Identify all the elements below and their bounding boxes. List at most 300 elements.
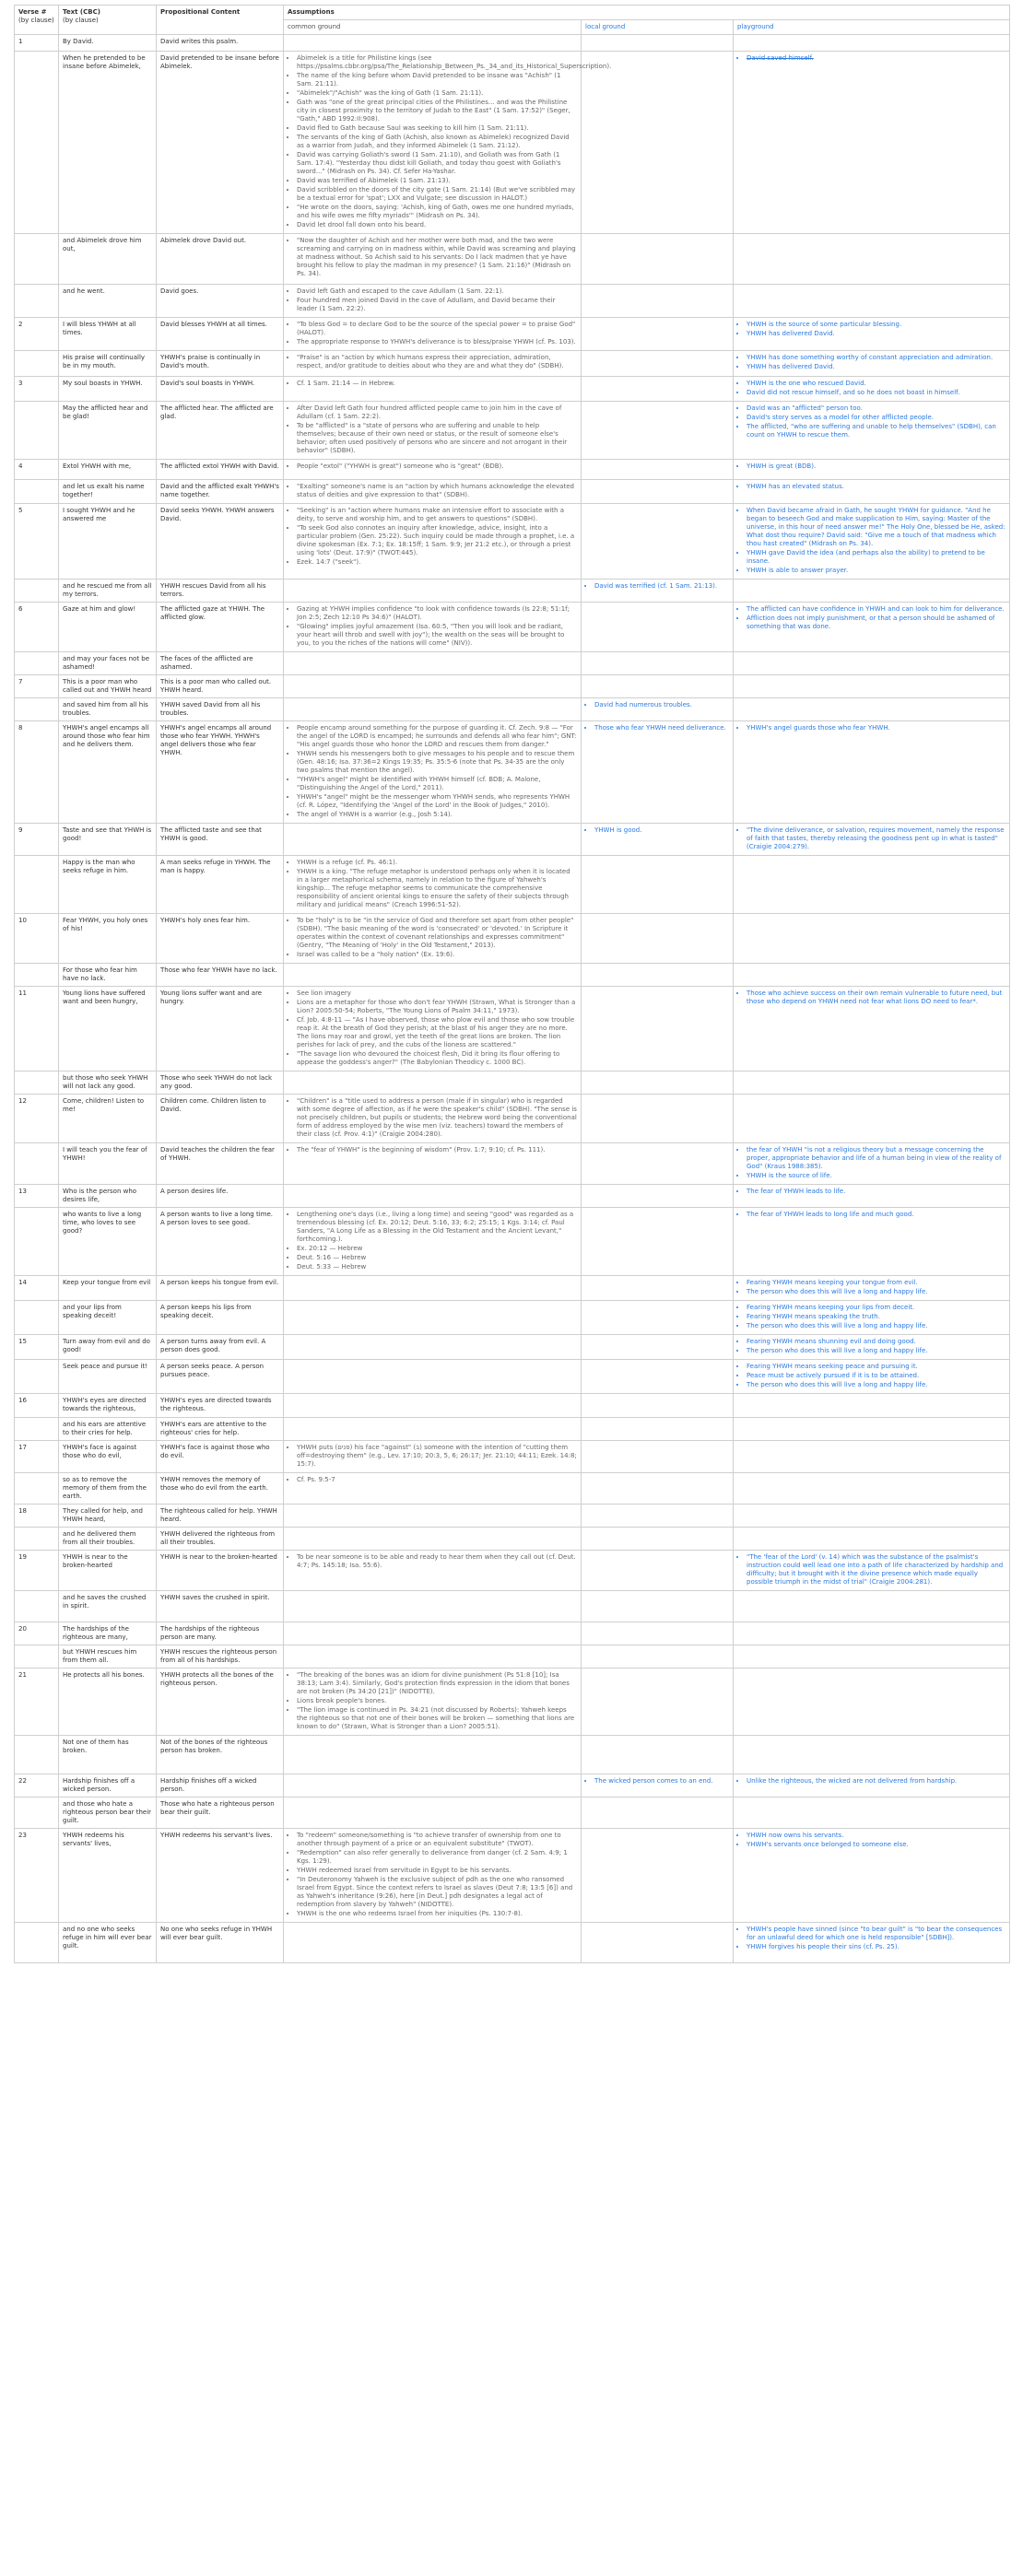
common-ground-cell-list [288,989,577,1067]
verse-cell [15,52,59,234]
table-row [15,504,1010,580]
playground-cell-list [737,1188,1005,1196]
verse-cell [15,964,59,987]
common-ground-cell-list [288,1553,577,1570]
prop-text: YHWH rescues the righteous person from all of his hardships. [160,1648,277,1664]
playground-cell [734,964,1010,987]
playground-cell [734,1669,1010,1736]
table-row [15,1528,1010,1551]
playground-cell [734,1185,1010,1208]
verse-cell: 10 [15,914,59,964]
list-item: • Lions break people's bones. [297,1697,577,1705]
prop-cell [157,1923,284,1963]
text-cell: My soul boasts in YHWH. [59,377,157,402]
playground-cell [734,318,1010,351]
verse-cell: 7 [15,675,59,698]
local-ground-cell [582,234,734,285]
common-ground-cell [284,318,582,351]
prop-text: A person seeks peace. A person pursues peace. [160,1363,265,1378]
text-cell: so as to remove the memory of them from the earth. [59,1473,157,1505]
list-item: • People "extol" ("YHWH is great") someone who is "great" (BDB). [297,463,577,471]
local-ground-cell [582,1335,734,1360]
playground-cell [734,1143,1010,1185]
playground-cell-list [737,1304,1005,1330]
list-item: • YHWH forgives his people their sins (cf. Ps. 25). [747,1943,1005,1951]
common-ground-cell-list [288,380,577,388]
list-item: • YHWH is the one who redeems Israel from her iniquities (Ps. 130:7-8). [297,1910,577,1918]
prop-cell [157,504,284,580]
playground-cell [734,1335,1010,1360]
prop-cell [157,1797,284,1829]
list-item: • Cf. Ps. 9:5-7 [297,1476,577,1484]
verse-cell [15,1645,59,1669]
text-cell: but those who seek YHWH will not lack any good. [59,1071,157,1095]
verse-cell: 9 [15,824,59,856]
local-ground-cell [582,1185,734,1208]
text-cell: and your lips from speaking deceit! [59,1301,157,1335]
playground-header: playground [734,20,1010,35]
list-item: • See lion imagery [297,989,577,998]
verse-cell: 16 [15,1394,59,1418]
list-item: • YHWH now owns his servants. [747,1832,1005,1840]
prop-text: A man seeks refuge in YHWH. The man is happy. [160,859,271,874]
list-item: • The wicked person comes to an end. [594,1777,729,1786]
verse-cell [15,1923,59,1963]
prop-text: Children come. Children listen to David. [160,1097,266,1113]
verse-cell: 14 [15,1276,59,1301]
list-item: • Those who fear YHWH need deliverance. [594,724,729,732]
prop-text: Abimelek drove David out. [160,237,247,244]
header-row [15,6,1010,20]
text-cell: This is a poor man who called out and YHWH heard [59,675,157,698]
playground-cell [734,1095,1010,1143]
playground-cell-list [737,463,1005,471]
verse-cell [15,402,59,460]
list-item: • People encamp around something for the purpose of guarding it. Cf. Zech. 9:8 — "For the angel of the LORD is encamped; he surrounds and defends all who fear him"; GNT: "His angel guards those who honor the LORD and rescues them from danger." [297,724,577,749]
local-ground-cell [582,675,734,698]
table-row [15,1208,1010,1276]
list-item: • "YHWH's angel" might be identified with YHWH himself (cf. BDB; A. Malone, "Distinguishing the Angel of the Lord," 2011). [297,776,577,792]
local-ground-cell [582,603,734,652]
list-item: • YHWH's servants once belonged to someone else. [747,1841,1005,1849]
local-ground-cell [582,1829,734,1923]
table-row [15,1473,1010,1505]
common-ground-cell [284,234,582,285]
local-ground-cell [582,1923,734,1963]
common-ground-cell [284,35,582,52]
text-cell: and his ears are attentive to their cries for help. [59,1418,157,1441]
playground-cell [734,1505,1010,1528]
common-ground-cell [284,351,582,377]
local-ground-cell [582,504,734,580]
playground-cell [734,652,1010,675]
playground-cell [734,603,1010,652]
text-cell: By David. [59,35,157,52]
common-ground-cell-list [288,1444,577,1469]
local-ground-header: local ground [582,20,734,35]
common-ground-cell-list [288,54,612,229]
verse-cell: 1 [15,35,59,52]
local-ground-cell [582,402,734,460]
list-item: • Lions are a metaphor for those who don't fear YHWH (Strawn, What is Stronger than a Lion? 2005:50-54; Roberts, "The Young Lions of Psalm 34:11," 1973). [297,999,577,1015]
verse-cell: 19 [15,1551,59,1591]
text-cell: Taste and see that YHWH is good! [59,824,157,856]
list-item: • YHWH is the source of some particular blessing. [747,321,1005,329]
list-item: • Deut. 5:33 — Hebrew [297,1263,577,1271]
list-item: • David was terrified (cf. 1 Sam. 21:13). [594,582,729,591]
prop-cell [157,603,284,652]
list-item: • David scribbled on the doors of the city gate (1 Sam. 21:14) (But we've scribbled may be a textual error for 'spat'; LXX and Vulgate; see discussion in HALOT.) [297,186,577,203]
list-item: • The afflicted can have confidence in YHWH and can look to him for deliverance. [747,605,1005,614]
text-cell: who wants to live a long time, who loves to see good? [59,1208,157,1276]
list-item: • YHWH has an elevated status. [747,483,1005,491]
local-ground-cell [582,914,734,964]
playground-cell-list [737,826,1005,851]
prop-text: Young lions suffer want and are hungry. [160,989,263,1005]
playground-cell [734,351,1010,377]
prop-text: YHWH protects all the bones of the righteous person. [160,1671,274,1687]
playground-cell-list [737,1832,1005,1849]
playground-cell-list [737,724,1005,732]
list-item: • The person who does this will live a long and happy life. [747,1288,1005,1296]
prop-cell [157,234,284,285]
prop-text: The faces of the afflicted are ashamed. [160,655,253,671]
local-ground-cell [582,1208,734,1276]
list-item: • Fearing YHWH means keeping your lips from deceit. [747,1304,1005,1312]
local-ground-cell [582,652,734,675]
playground-cell [734,1797,1010,1829]
common-ground-cell [284,1185,582,1208]
table-row [15,1394,1010,1418]
prop-text: The afflicted extol YHWH with David. [160,463,279,470]
playground-cell [734,721,1010,824]
playground-cell [734,914,1010,964]
text-cell: I will teach you the fear of YHWH! [59,1143,157,1185]
local-ground-cell [582,377,734,402]
playground-cell [734,675,1010,698]
list-item: • To be "afflicted" is a "state of persons who are suffering and unable to help themselves; because of their own need or status, or the result of someone else's behavior; often used positively of persons who are sincere and not arrogant in their behavior" (SDBH). [297,422,577,455]
common-ground-cell-list [288,1832,577,1918]
local-ground-cell [582,1551,734,1591]
verse-cell: 13 [15,1185,59,1208]
list-item: • YHWH is a king. "The refuge metaphor is understood perhaps only when it is located in a larger metaphorical schema, namely in relation to the figure of Yahweh's kingship... The refuge metaphor seems to communicate the comprehensive responsibility of ancient oriental kings to ensure the safety of their subjects through military and juridical means" (Creach 1996:51-52). [297,868,577,909]
prop-cell [157,987,284,1071]
verse-cell: 6 [15,603,59,652]
local-ground-cell [582,35,734,52]
playground-cell [734,1551,1010,1591]
list-item: • After David left Gath four hundred afflicted people came to join him in the cave of Adullam (cf. 1 Sam. 22:2). [297,404,577,421]
common-ground-cell-list [288,605,577,648]
verse-cell [15,1418,59,1441]
playground-cell [734,1441,1010,1473]
local-ground-cell [582,1591,734,1622]
table-row [15,1669,1010,1736]
text-cell: When he pretended to be insane before Abimelek, [59,52,157,234]
list-item: • "The lion image is continued in Ps. 34:21 (not discussed by Roberts): Yahweh keeps the righteous so that not one of their bones will be broken — something that lions are known to do" (Strawn, What is Stronger than a Lion? 2005:51). [297,1706,577,1731]
table-row [15,460,1010,480]
prop-cell [157,480,284,504]
prop-cell [157,1418,284,1441]
table-row [15,318,1010,351]
verse-cell: 3 [15,377,59,402]
common-ground-cell [284,1418,582,1441]
text-cell: YHWH redeems his servants' lives, [59,1829,157,1923]
table-row [15,1736,1010,1774]
playground-cell [734,1071,1010,1095]
list-item: • Four hundred men joined David in the cave of Adullam, and David became their leader (1 Sam. 22:2). [297,297,577,313]
text-cell: Extol YHWH with me, [59,460,157,480]
local-ground-cell [582,580,734,603]
local-ground-cell-list [585,724,729,732]
prop-text: A person turns away from evil. A person does good. [160,1338,266,1353]
text-cell: His praise will continually be in my mouth. [59,351,157,377]
table-row [15,580,1010,603]
common-ground-cell [284,987,582,1071]
verse-cell: 4 [15,460,59,480]
verse-cell [15,1360,59,1394]
local-ground-cell [582,1418,734,1441]
table-row [15,1622,1010,1645]
local-ground-cell [582,480,734,504]
prop-cell [157,377,284,402]
verse-cell: 5 [15,504,59,580]
prop-text: David teaches the children the fear of YHWH. [160,1146,275,1162]
common-ground-cell [284,1829,582,1923]
local-ground-cell [582,1394,734,1418]
prop-text: YHWH's angel encamps all around those who fear YHWH. YHWH's angel delivers those who fear YHWH. [160,724,272,756]
common-ground-cell [284,1473,582,1505]
list-item: • "Praise" is an "action by which humans express their appreciation, admiration, respect, and/or gratitude to deities about who they are and what they do" (SDBH). [297,354,577,370]
playground-cell-list [737,483,1005,491]
list-item: • The servants of the king of Gath (Achish, also known as Abimelek) recognized David as a warrior from Judah, and they informed Abimelek (1 Sam. 21:12). [297,134,577,150]
prop-cell [157,914,284,964]
prop-text: YHWH's eyes are directed towards the righteous. [160,1397,272,1412]
list-item: • YHWH's "angel" might be the messenger whom YHWH sends, who represents YHWH (cf. R. López, "Identifying the 'Angel of the Lord' in the Book of Judges," 2010). [297,793,577,810]
playground-cell [734,1528,1010,1551]
table-row [15,964,1010,987]
common-ground-cell [284,1071,582,1095]
list-item: • YHWH is the one who rescued David. [747,380,1005,388]
local-ground-cell [582,52,734,234]
playground-cell [734,698,1010,721]
prop-cell [157,1276,284,1301]
playground-cell [734,1418,1010,1441]
common-ground-header: common ground [284,20,582,35]
text-cell: For those who fear him have no lack. [59,964,157,987]
prop-cell [157,856,284,914]
list-item: • "He wrote on the doors, saying: 'Achish, king of Gath, owes me one hundred myriads, and his wife owes me fifty myriads'" (Midrash on Ps. 34). [297,204,577,220]
local-ground-cell [582,964,734,987]
verse-cell [15,1473,59,1505]
prop-cell [157,1505,284,1528]
table-row [15,1276,1010,1301]
text-cell: They called for help, and YHWH heard, [59,1505,157,1528]
prop-text: No one who seeks refuge in YHWH will ever bear guilt. [160,1926,273,1941]
local-ground-cell [582,1736,734,1774]
table-row [15,1071,1010,1095]
prop-cell [157,1591,284,1622]
text-cell: The hardships of the righteous are many, [59,1622,157,1645]
list-item: • David let drool fall down onto his beard. [297,221,577,229]
text-cell: and he delivered them from all their troubles. [59,1528,157,1551]
table-row [15,1551,1010,1591]
prop-cell [157,652,284,675]
prop-cell [157,1185,284,1208]
text-cell: YHWH's angel encamps all around those who fear him and he delivers them. [59,721,157,824]
local-ground-cell [582,1797,734,1829]
playground-cell-list [737,605,1005,631]
verse-cell [15,580,59,603]
assumptions-table [14,5,1010,1963]
common-ground-cell-list [288,859,577,909]
local-ground-cell [582,1276,734,1301]
verse-cell [15,856,59,914]
prop-text: Those who seek YHWH do not lack any good. [160,1074,273,1090]
local-ground-cell [582,1095,734,1143]
common-ground-cell [284,1505,582,1528]
text-cell: and no one who seeks refuge in him will ever bear guilt. [59,1923,157,1963]
list-item: • YHWH has delivered David. [747,363,1005,371]
prop-cell [157,1528,284,1551]
common-ground-cell-list [288,404,577,455]
text-cell: and he went. [59,285,157,318]
text-cell: YHWH is near to the broken-hearted [59,1551,157,1591]
table-row [15,1645,1010,1669]
common-ground-cell-list [288,483,577,499]
list-item: • Fearing YHWH means shunning evil and doing good. [747,1338,1005,1346]
verse-cell [15,1528,59,1551]
prop-cell [157,1774,284,1797]
prop-cell [157,1360,284,1394]
text-cell: and saved him from all his troubles. [59,698,157,721]
table-row [15,1591,1010,1622]
list-item: • Abimelek is a title for Philistine kings (see https://psalms.cbbr.org/psa/The_Relationship_Between_Ps._34_and_its_Historical_Superscription). [297,54,577,71]
list-item: • YHWH has done something worthy of constant appreciation and admiration. [747,354,1005,362]
list-item: • Israel was called to be a "holy nation" (Ex. 19:6). [297,951,577,959]
verse-header: Verse # (by clause) [15,6,59,35]
prop-cell [157,351,284,377]
list-item: • "In Deuteronomy Yahweh is the exclusive subject of pdh as the one who ransomed Israel from Egypt. Since the context refers to Israel as slaves (Deut 7:8; 13:5 [6]) and as Yahweh's inheritance (9:26), here [in Deut.] pdh designates a legal act of redemption from slavery by Yahweh" (NIDOTTE). [297,1876,577,1909]
prop-cell [157,1645,284,1669]
local-ground-cell [582,351,734,377]
prop-text: The hardships of the righteous person are many. [160,1625,260,1641]
prop-text: YHWH saves the crushed in spirit. [160,1594,270,1601]
common-ground-cell [284,1645,582,1669]
list-item: • Gath was "one of the great principal cities of the Philistines... and was the Philistine city in closest proximity to the territory of Judah to the East" (1 Sam. 17:52)" (Seger, "Gath," ABD 1992:II:908). [297,99,577,123]
prop-cell [157,1473,284,1505]
prop-text: A person keeps his tongue from evil. [160,1279,279,1286]
text-cell: Fear YHWH, you holy ones of his! [59,914,157,964]
list-item: • Cf. 1 Sam. 21:14 — in Hebrew. [297,380,577,388]
local-ground-cell [582,1528,734,1551]
text-cell: Keep your tongue from evil [59,1276,157,1301]
common-ground-cell [284,1797,582,1829]
common-ground-cell [284,1591,582,1622]
local-ground-cell [582,1473,734,1505]
common-ground-cell-list [288,321,577,346]
text-cell: YHWH's eyes are directed towards the righteous, [59,1394,157,1418]
common-ground-cell [284,1528,582,1551]
playground-cell [734,1829,1010,1923]
common-ground-cell-list [288,287,577,313]
playground-cell-list [737,1211,1005,1219]
local-ground-cell [582,1441,734,1473]
playground-cell-list [737,1926,1005,1951]
playground-cell [734,285,1010,318]
text-cell: and he rescued me from all my terrors. [59,580,157,603]
common-ground-cell [284,480,582,504]
list-item: • The fear of YHWH leads to long life and much good. [747,1211,1005,1219]
common-ground-cell [284,1736,582,1774]
list-item: • Fearing YHWH means speaking the truth. [747,1313,1005,1321]
verse-cell: 22 [15,1774,59,1797]
verse-cell: 15 [15,1335,59,1360]
verse-cell: 20 [15,1622,59,1645]
common-ground-cell [284,504,582,580]
text-cell: I will bless YHWH at all times. [59,318,157,351]
text-cell: Gaze at him and glow! [59,603,157,652]
text-cell: Turn away from evil and do good! [59,1335,157,1360]
playground-cell [734,402,1010,460]
common-ground-cell [284,460,582,480]
playground-cell-list [737,507,1005,575]
local-ground-cell [582,856,734,914]
common-ground-cell [284,1208,582,1276]
text-cell: YHWH's face is against those who do evil, [59,1441,157,1473]
common-ground-cell-list [288,724,577,819]
list-item: • The person who does this will live a long and happy life. [747,1381,1005,1389]
list-item: • "Seeking" is an "action where humans make an intensive effort to associate with a deity, to serve and worship him, and to get answers to questions" (SDBH). [297,507,577,523]
list-item: • the fear of YHWH "is not a religious theory but a message concerning the proper, appropriate behavior and life of a human being in view of the reality of God" (Kraus 1988:385). [747,1146,1005,1171]
local-ground-cell [582,1505,734,1528]
list-item: • Ezek. 14:7 ("seek"). [297,558,577,567]
prop-text: Not of the bones of the righteous person has broken. [160,1739,268,1754]
list-item: • David did not rescue himself, and so he does not boast in himself. [747,389,1005,397]
list-item: • "The 'fear of the Lord' (v. 14) which was the substance of the psalmist's instruction could well lead one into a path of life characterized by hardship and difficulty; but it brought with it the divine presence which made equally possible triumph in the midst of trial" (Craigie 2004:281). [747,1553,1005,1587]
common-ground-cell [284,377,582,402]
common-ground-cell [284,1551,582,1591]
list-item: • YHWH redeemed Israel from servitude in Egypt to be his servants. [297,1867,577,1875]
text-cell: I sought YHWH and he answered me [59,504,157,580]
playground-cell-list [737,1146,1005,1180]
common-ground-cell [284,580,582,603]
local-ground-cell-list [585,826,729,835]
list-item: • When David became afraid in Gath, he sought YHWH for guidance. "And he began to beseech God and make supplication to Him, saying: Master of the universe, in this hour of need answer me!" The Holy One, blessed be He, asked: What dost thou require? David said: "Give me a touch of that madness which thou hast created" (Midrash on Ps. 34). [747,507,1005,548]
list-item: • YHWH puts (פנים) his face "against" (ב) someone with the intention of "cutting them off=destroying them" (e.g., Lev. 17:10; 20:3, 5, 6; 26:17; Jer. 21:10; 44:11; Ezek. 14:8; 15:7). [297,1444,577,1469]
playground-cell [734,35,1010,52]
prop-text: YHWH removes the memory of those who do evil from the earth. [160,1476,268,1492]
local-ground-cell [582,460,734,480]
text-cell: and may your faces not be ashamed! [59,652,157,675]
playground-cell-list [737,1338,1005,1355]
local-ground-cell [582,824,734,856]
list-item: • David was terrified of Abimelek (1 Sam. 21:13). [297,177,577,185]
playground-cell-list [737,321,1005,338]
playground-cell [734,377,1010,402]
prop-text: YHWH's holy ones fear him. [160,917,251,924]
text-cell: and let us exalt his name together! [59,480,157,504]
common-ground-cell [284,721,582,824]
prop-text: A person keeps his lips from speaking deceit. [160,1304,252,1319]
verse-cell [15,234,59,285]
common-ground-cell-list [288,354,577,370]
playground-cell [734,1622,1010,1645]
prop-cell [157,1441,284,1473]
playground-cell [734,1360,1010,1394]
table-row [15,721,1010,824]
list-item: • To "redeem" someone/something is "to achieve transfer of ownership from one to another through payment of a price or an equivalent substitute" (TWOT). [297,1832,577,1848]
table-row [15,1923,1010,1963]
